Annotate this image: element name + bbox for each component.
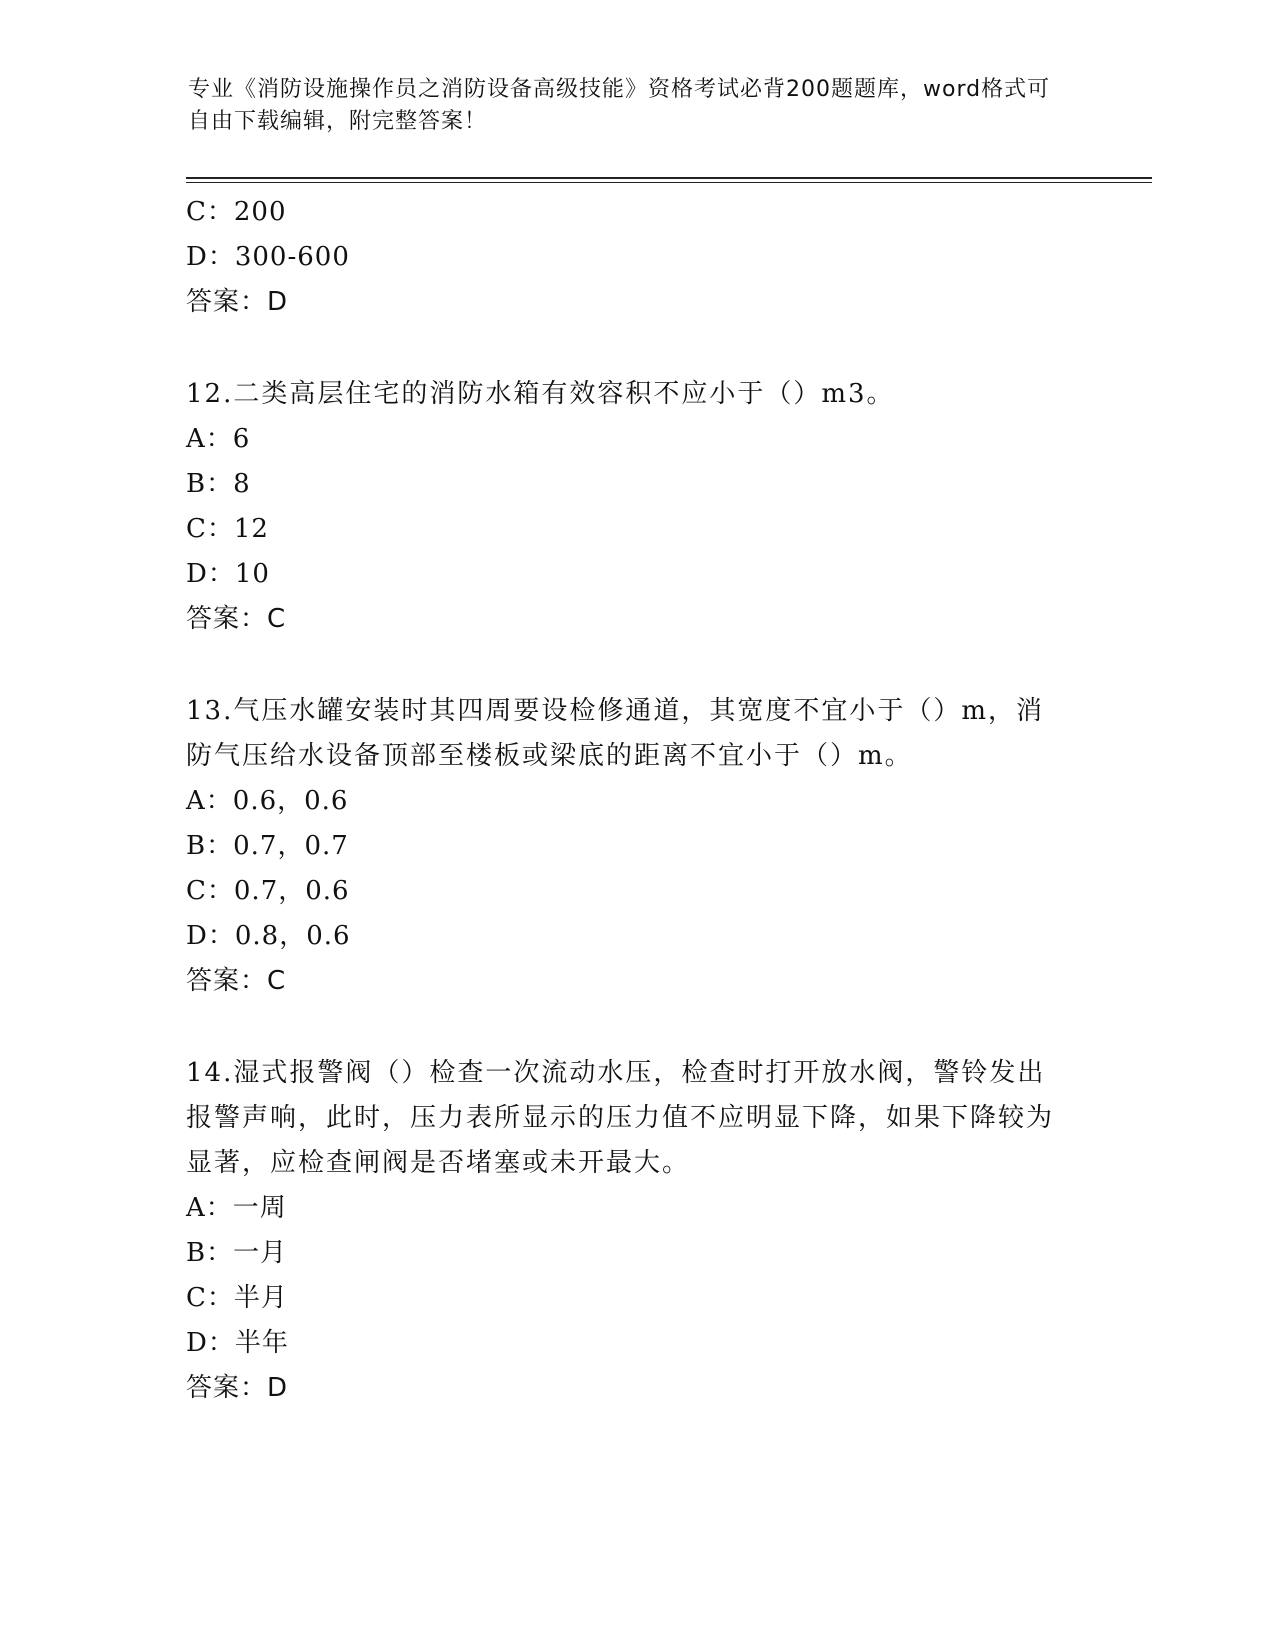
option-b: B：8 [186, 469, 251, 499]
option-c: C：半月 [186, 1283, 288, 1313]
document-header: 专业《消防设施操作员之消防设备高级技能》资格考试必背200题题库，word格式可自由下载编辑，附完整答案！ [188, 77, 1051, 134]
question-12-stem: 12.二类高层住宅的消防水箱有效容积不应小于（）m3。 [186, 379, 895, 409]
option-d: D：半年 [186, 1328, 289, 1358]
option-a: A：0.6，0.6 [186, 786, 349, 816]
answer-line: 答案：D [186, 1373, 289, 1403]
answer-line: 答案：D [186, 287, 289, 317]
option-d: D：300-600 [186, 242, 350, 272]
option-b: B：一月 [186, 1238, 288, 1268]
option-b: B：0.7，0.7 [186, 831, 349, 861]
header-divider [186, 177, 1152, 179]
question-13-stem: 13.气压水罐安装时其四周要设检修通道，其宽度不宜小于（）m，消防气压给水设备顶部至楼板或梁底的距离不宜小于（）m。 [186, 696, 1045, 771]
option-c: C：12 [186, 514, 269, 544]
option-d: D：0.8，0.6 [186, 921, 351, 951]
question-list [186, 190, 1086, 1411]
option-c: C：0.7，0.6 [186, 876, 350, 906]
option-a: A：一周 [186, 1193, 287, 1223]
answer-line: 答案：C [186, 604, 287, 634]
header-divider-thin [186, 182, 1152, 183]
option-d: D：10 [186, 559, 270, 589]
option-a: A：6 [186, 424, 251, 454]
question-14-stem: 14.湿式报警阀（）检查一次流动水压，检查时打开放水阀，警铃发出报警声响，此时，压力表所显示的压力值不应明显下降，如果下降较为显著，应检查闸阀是否堵塞或未开最大。 [186, 1058, 1055, 1178]
option-c: C：200 [186, 197, 287, 227]
answer-line: 答案：C [186, 966, 287, 996]
